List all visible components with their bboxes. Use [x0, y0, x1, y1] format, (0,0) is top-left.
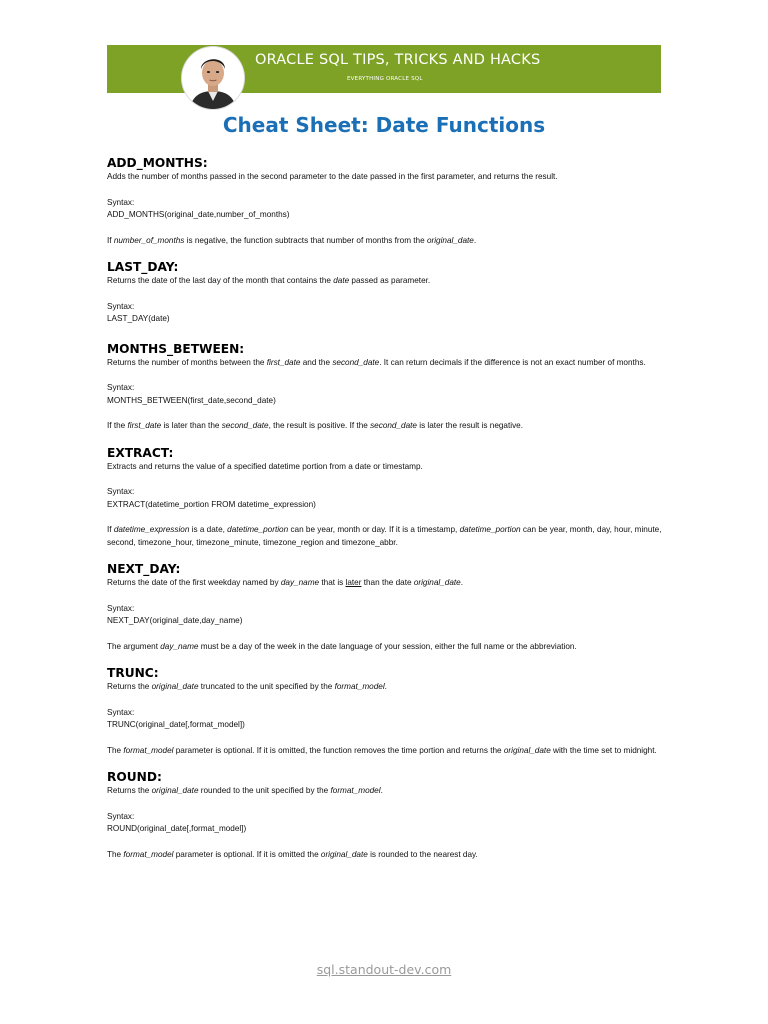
footer-link[interactable]: sql.standout-dev.com — [316, 962, 452, 977]
syntax-code: EXTRACT(datetime_portion FROM datetime_expression) — [107, 499, 316, 509]
section-description: Adds the number of months passed in the second parameter to the date passed in the first parameter, and returns the result. — [107, 172, 558, 181]
section-trunc — [107, 665, 667, 757]
section-description: Returns the number of months between the first_date and the second_date. It can return decimals if the difference is not an exact number of months. — [107, 357, 646, 367]
section-note: If datetime_expression is a date, datetime_portion can be year, month or day. If it is a timestamp, datetime_portion can be year, month, day, hour, minute, second, timezone_hour, timezone_minute, timezone_region and timezone_abbr. — [107, 525, 662, 547]
section-note: The format_model parameter is optional. If it is omitted the original_date is rounded to the nearest day. — [107, 849, 478, 859]
section-note: If number_of_months is negative, the function subtracts that number of months from the original_date. — [107, 235, 477, 245]
section-description: Returns the date of the first weekday named by day_name that is later than the date original_date. — [107, 578, 463, 587]
syntax-code: MONTHS_BETWEEN(first_date,second_date) — [107, 395, 276, 405]
section-add-months — [107, 155, 667, 247]
syntax-code: ADD_MONTHS(original_date,number_of_months) — [107, 210, 290, 219]
syntax-label: Syntax: — [107, 603, 135, 613]
page-title: Cheat Sheet: Date Functions — [222, 113, 546, 137]
section-round — [107, 769, 667, 861]
section-months-between — [107, 341, 667, 433]
section-description: Returns the date of the last day of the month that contains the date passed as parameter. — [107, 276, 431, 285]
syntax-code: NEXT_DAY(original_date,day_name) — [107, 616, 243, 625]
syntax-label: Syntax: — [107, 383, 135, 392]
syntax-label: Syntax: — [107, 811, 135, 821]
section-description: Returns the original_date rounded to the unit specified by the format_model. — [107, 786, 383, 795]
section-description: Extracts and returns the value of a specified datetime portion from a date or timestamp. — [107, 461, 423, 471]
section-note: The format_model parameter is optional. If it is omitted, the function removes the time portion and returns the original_date with the time set to midnight. — [107, 745, 657, 755]
section-description: Returns the original_date truncated to the unit specified by the format_model. — [107, 682, 387, 691]
syntax-label: Syntax: — [107, 301, 135, 311]
syntax-code: TRUNC(original_date[,format_model]) — [107, 720, 245, 729]
section-extract — [107, 445, 667, 550]
section-last-day — [107, 259, 667, 326]
syntax-label: Syntax: — [107, 487, 135, 496]
syntax-code: ROUND(original_date[,format_model]) — [107, 824, 247, 833]
author-avatar — [182, 47, 244, 109]
site-subtitle: EVERYTHING ORACLE SQL — [347, 76, 423, 82]
section-heading: TRUNC: — [107, 666, 159, 680]
section-heading: EXTRACT: — [107, 445, 174, 460]
cheat-sheet-content — [107, 155, 667, 861]
section-note: If the first_date is later than the second_date, the result is positive. If the second_date is later the result is negative. — [107, 421, 524, 430]
section-heading: NEXT_DAY: — [107, 562, 181, 576]
syntax-label: Syntax: — [107, 707, 135, 717]
site-title: ORACLE SQL TIPS, TRICKS AND HACKS — [255, 52, 541, 68]
section-heading: ROUND: — [107, 770, 162, 784]
section-heading: MONTHS_BETWEEN: — [107, 341, 245, 356]
section-note: The argument day_name must be a day of the week in the date language of your session, either the full name or the abbreviation. — [107, 641, 577, 651]
syntax-code: LAST_DAY(date) — [107, 314, 170, 323]
section-next-day — [107, 561, 667, 653]
syntax-label: Syntax: — [107, 197, 135, 207]
section-heading: ADD_MONTHS: — [107, 156, 208, 170]
section-heading: LAST_DAY: — [107, 260, 179, 274]
